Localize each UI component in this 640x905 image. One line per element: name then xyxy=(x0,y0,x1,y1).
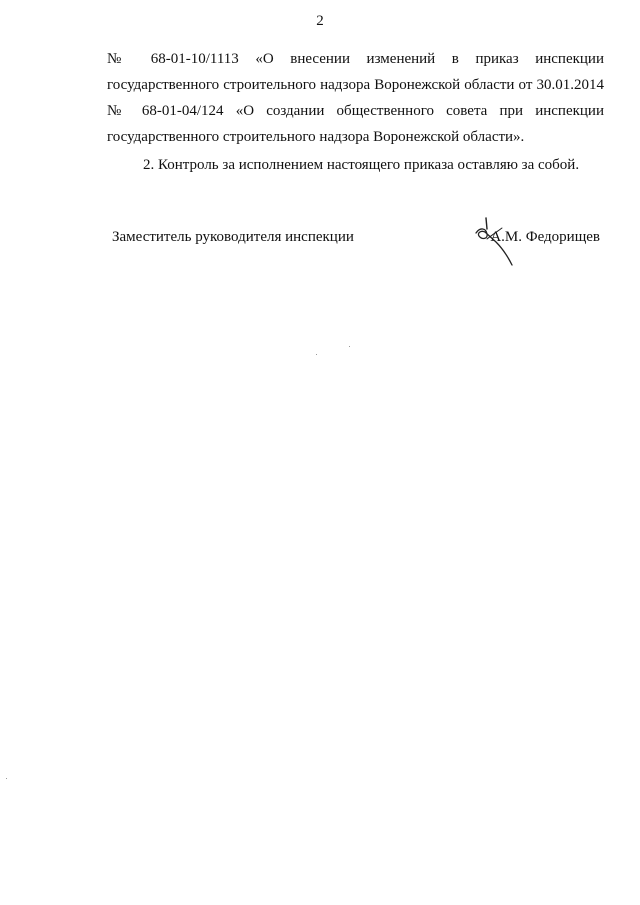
document-body xyxy=(107,46,604,178)
page-number: 2 xyxy=(316,13,324,29)
signature-block xyxy=(112,229,604,269)
paragraph-line: государственного строительного надзора Воронежской области от 30.01.2014 xyxy=(107,77,604,93)
scan-speck xyxy=(6,778,7,779)
paragraph-continued xyxy=(107,46,604,150)
paragraph-line: государственного строительного надзора Воронежской области». xyxy=(107,129,525,145)
paragraph-line: № 68-01-10/1113 «О внесении изменений в приказ инспекции xyxy=(107,51,604,67)
scan-speck xyxy=(316,354,317,355)
paragraph-control-clause: 2. Контроль за исполнением настоящего приказа оставляю за собой. xyxy=(143,157,580,173)
signer-position-title: Заместитель руководителя инспекции xyxy=(112,229,354,245)
signer-name: А.М. Федорищев xyxy=(490,229,600,245)
scan-speck xyxy=(349,346,350,347)
paragraph-line: № 68-01-04/124 «О создании общественного совета при инспекции xyxy=(107,103,604,119)
